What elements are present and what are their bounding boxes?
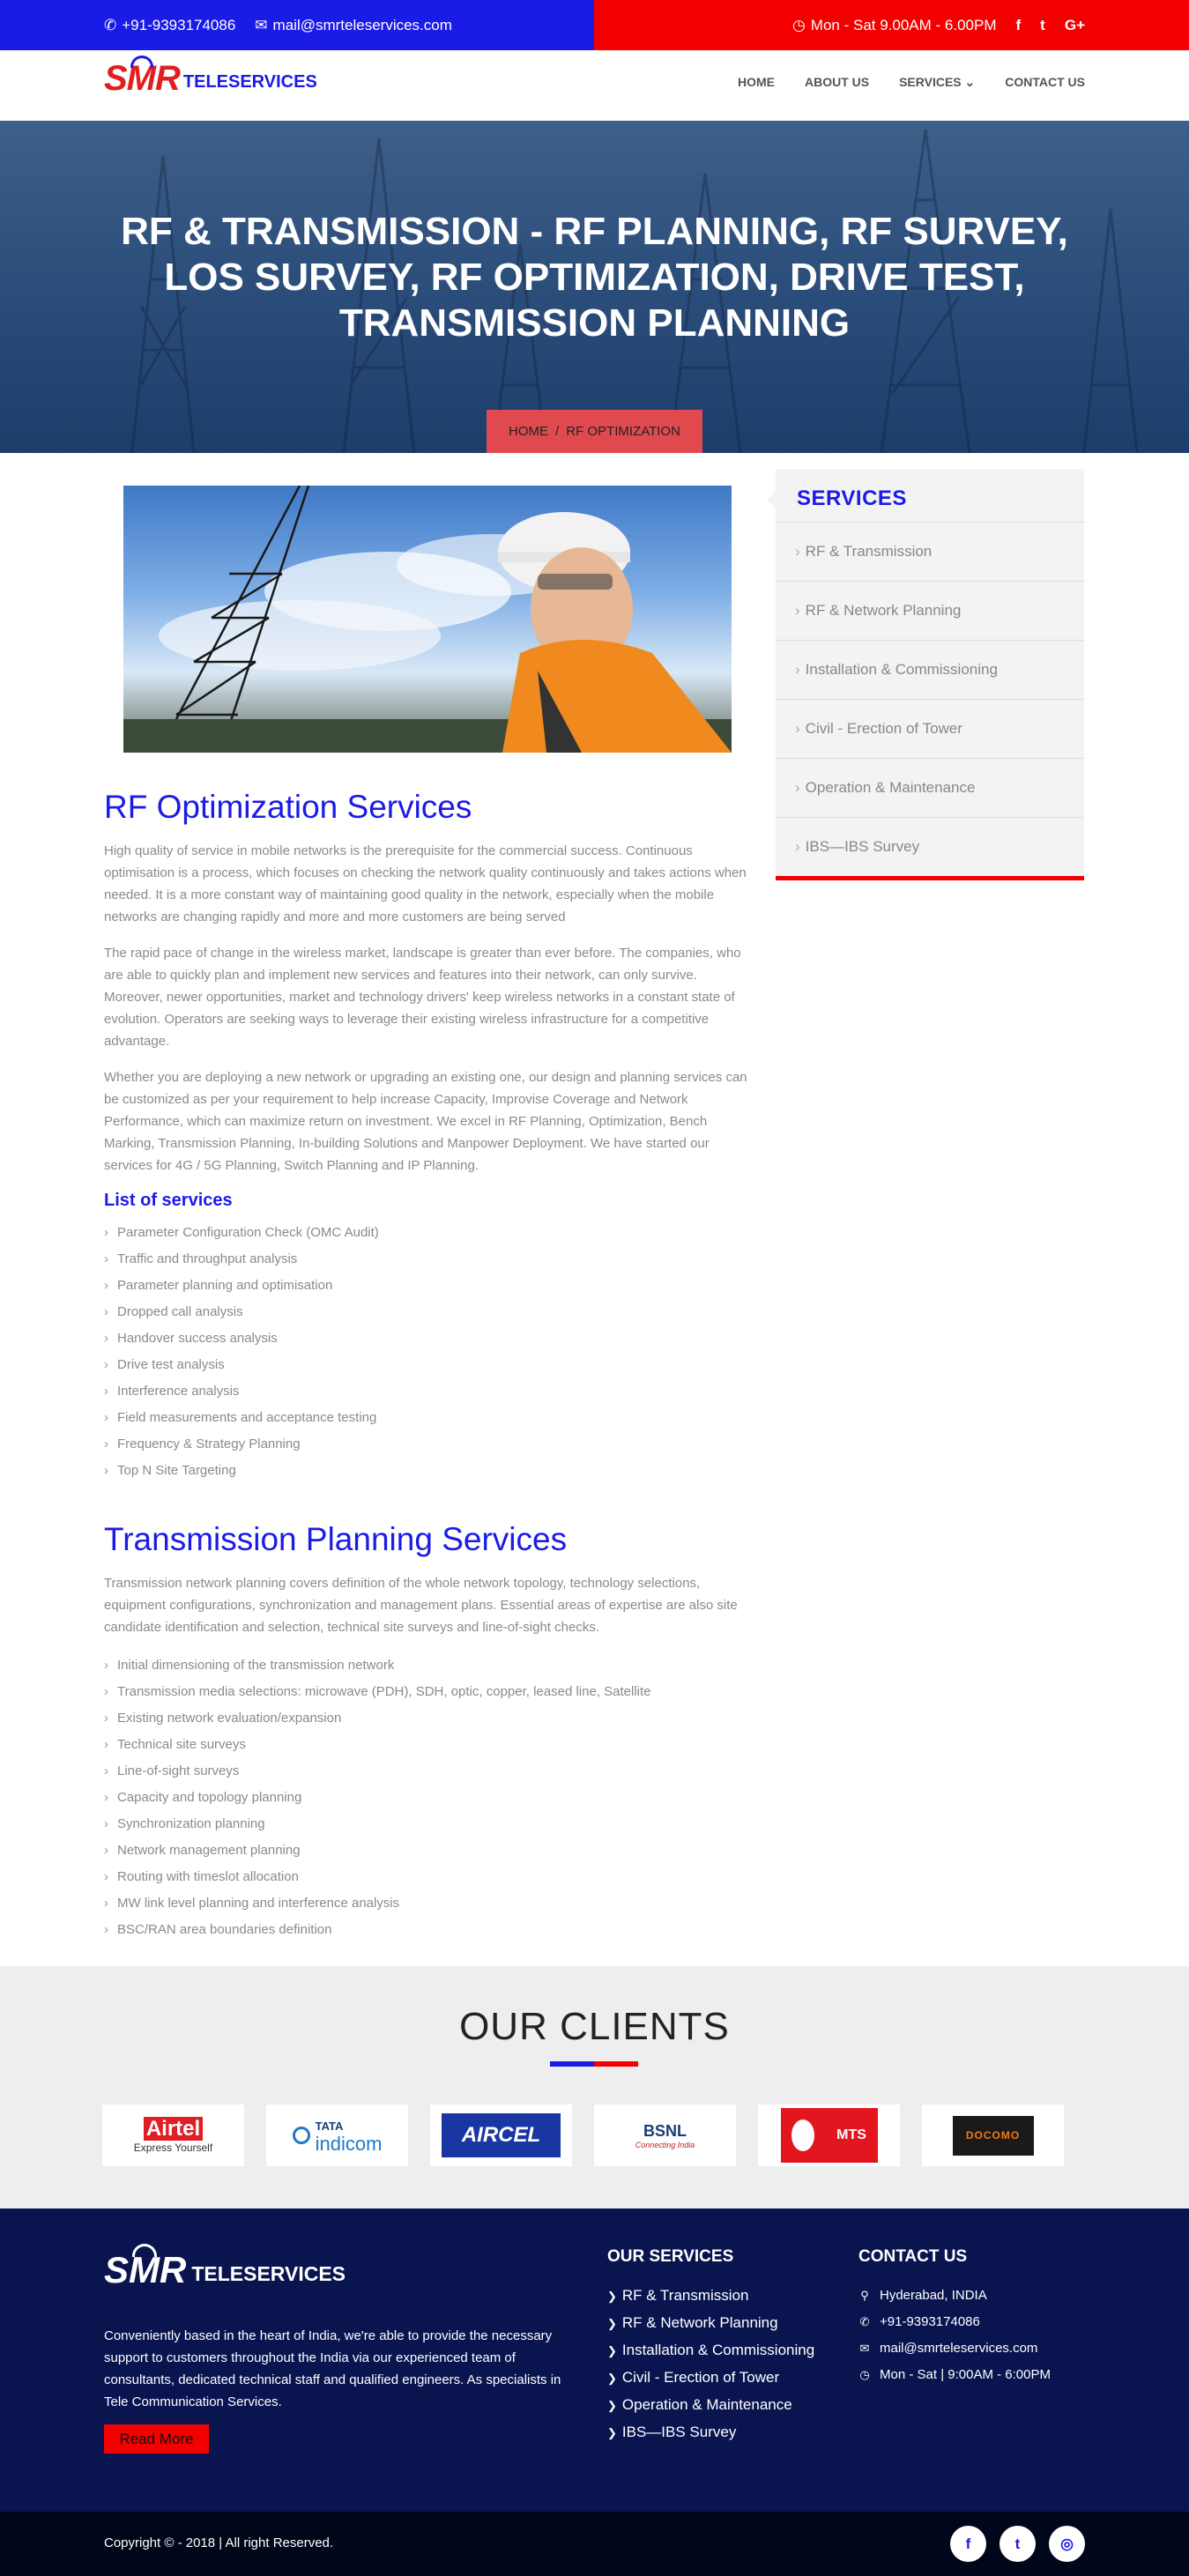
read-more-button[interactable]: Read More [104, 2424, 209, 2454]
top-bar [0, 0, 1189, 50]
list-item: › BSC/RAN area boundaries definition [104, 1917, 747, 1943]
rf-paragraph-1: High quality of service in mobile networks is the prerequisite for the commercial success. Continuous optimisation is a process, which focuses on checking the network quality continuously and takes actions when needed. It is a more constant way of maintaining good quality in the network, especially when the mobile networks are changing rapidly and more and more customers are being served [104, 843, 747, 924]
site-logo[interactable] [104, 61, 317, 96]
airtel-wordmark: Airtel [134, 2117, 212, 2142]
list-item: › MW link level planning and interference analysis [104, 1890, 747, 1917]
footer-service-link[interactable]: ❯ Operation & Maintenance [607, 2392, 814, 2419]
site-header [0, 50, 1189, 121]
bsnl-wordmark: BSNL [643, 2121, 687, 2140]
rf-list-title: List of services [104, 1191, 233, 1210]
facebook-icon[interactable]: f [1015, 16, 1022, 33]
nav-home[interactable]: HOME [737, 75, 775, 89]
mts-wordmark: MTS [836, 2127, 866, 2142]
footer-logo[interactable] [104, 2251, 346, 2290]
engineer-tower-image [123, 486, 732, 753]
mts-egg-icon [791, 2119, 814, 2151]
hero-banner [0, 121, 1189, 453]
footer-location: ⚲ Hyderabad, INDIA [858, 2283, 1051, 2309]
mail-icon: ✉ [255, 16, 268, 33]
main-content [104, 789, 747, 1943]
footer-service-link[interactable]: ❯ Civil - Erection of Tower [607, 2364, 814, 2392]
rf-paragraph-2: The rapid pace of change in the wireless market, landscape is greater than ever before. The companies, who are able to quickly plan and implement new services and features into their network, can only survive. Moreover, newer opportunities, market and technology drivers' keep wireless networks in a constant state of evolution. Operators are seeking ways to leverage their existing wireless infrastructure for a competitive advantage. [104, 946, 741, 1049]
list-item: › Transmission media selections: microwave (PDH), SDH, optic, copper, leased line, Satellite [104, 1679, 747, 1705]
sidebar-title: SERVICES [797, 486, 907, 510]
signal-arc-icon [132, 2244, 157, 2257]
footer-services [607, 2247, 814, 2446]
list-item: › Top N Site Targeting [104, 1458, 747, 1484]
hero-title: RF & TRANSMISSION - RF PLANNING, RF SURVEY, LOS SURVEY, RF OPTIMIZATION, DRIVE TEST, TRANSMISSION PLANNING [121, 210, 1068, 345]
facebook-icon[interactable]: f [950, 2526, 986, 2562]
tata-wordmark: TATA [315, 2119, 344, 2133]
copyright-text: Copyright © - 2018 | All right Reserved. [104, 2535, 334, 2550]
footer-contact [858, 2247, 1051, 2388]
top-email[interactable] [255, 17, 452, 34]
footer-services-title: OUR SERVICES [607, 2247, 734, 2266]
list-item: › Drive test analysis [104, 1352, 747, 1378]
breadcrumb-separator: / [555, 424, 560, 439]
list-item: › Initial dimensioning of the transmission network [104, 1652, 747, 1679]
list-item: › Dropped call analysis [104, 1299, 747, 1325]
sidebar-item-ibs[interactable]: › IBS—IBS Survey [776, 817, 1084, 876]
list-item: › Routing with timeslot allocation [104, 1864, 747, 1890]
logo-smr: SMR [104, 61, 180, 96]
site-footer [0, 2209, 1189, 2512]
footer-social [950, 2526, 1085, 2562]
list-item: › Line-of-sight surveys [104, 1758, 747, 1785]
footer-hours: ◷ Mon - Sat | 9:00AM - 6:00PM [858, 2362, 1051, 2388]
map-marker-icon: ⚲ [860, 2289, 869, 2302]
sidebar-pointer [767, 491, 776, 509]
tx-title: Transmission Planning Services [104, 1521, 568, 1557]
services-sidebar [776, 469, 1084, 880]
tata-icon [293, 2127, 310, 2144]
client-logo-airtel[interactable] [102, 2105, 244, 2166]
google-plus-icon[interactable]: G+ [1064, 16, 1085, 33]
top-phone-text: +91-9393174086 [122, 16, 236, 33]
footer-service-link[interactable]: ❯ RF & Network Planning [607, 2310, 814, 2337]
clock-icon: ◷ [859, 2368, 870, 2381]
mail-icon: ✉ [859, 2342, 870, 2355]
tata-subtitle: indicom [315, 2133, 383, 2155]
main-nav [738, 75, 1085, 90]
sidebar-item-rf-transmission[interactable]: › RF & Transmission [776, 522, 1084, 581]
top-email-text: mail@smrteleservices.com [272, 16, 452, 33]
breadcrumb-current: RF OPTIMIZATION [566, 424, 680, 439]
client-logo-aircel[interactable] [430, 2105, 572, 2166]
rf-title: RF Optimization Services [104, 789, 472, 825]
tx-paragraph-1: Transmission network planning covers definition of the whole network topology, technology selections, equipment configurations, synchronization and management plans. Essential areas of expertise are also site candidate identification and selection, technical site surveys and line-of-sight checks. [104, 1576, 738, 1635]
footer-service-link[interactable]: ❯ RF & Transmission [607, 2283, 814, 2310]
logo-teleservices: TELESERVICES [182, 72, 317, 92]
sidebar-item-operation[interactable]: › Operation & Maintenance [776, 758, 1084, 817]
nav-about[interactable]: ABOUT US [804, 75, 870, 89]
sidebar-item-civil[interactable]: › Civil - Erection of Tower [776, 699, 1084, 758]
client-logo-tata[interactable] [266, 2105, 408, 2166]
top-bar-contact [0, 0, 594, 50]
nav-contact[interactable]: CONTACT US [1005, 75, 1085, 89]
twitter-icon[interactable]: t [1000, 2526, 1036, 2562]
list-item: › Frequency & Strategy Planning [104, 1431, 747, 1458]
copyright-bar [0, 2512, 1189, 2576]
footer-logo-teleservices: TELESERVICES [191, 2262, 346, 2285]
footer-service-link[interactable]: ❯ IBS—IBS Survey [607, 2419, 814, 2446]
clients-section [0, 1966, 1189, 2209]
rf-services-list [104, 1220, 747, 1484]
list-item: › Technical site surveys [104, 1732, 747, 1758]
title-underline [550, 2061, 638, 2067]
client-logo-docomo[interactable] [922, 2105, 1064, 2166]
breadcrumb [487, 410, 702, 453]
signal-arc-icon [130, 56, 153, 68]
footer-logo-smr: SMR [104, 2251, 186, 2290]
footer-contact-title: CONTACT US [858, 2247, 968, 2266]
client-logo-mts[interactable] [758, 2105, 900, 2166]
breadcrumb-home[interactable]: HOME [509, 424, 549, 439]
twitter-icon[interactable]: t [1040, 16, 1045, 33]
footer-email[interactable]: ✉ mail@smrteleservices.com [858, 2335, 1051, 2362]
list-item: › Capacity and topology planning [104, 1785, 747, 1811]
list-item: › Network management planning [104, 1837, 747, 1864]
airtel-tagline: Express Yourself [133, 2142, 213, 2154]
top-bar-hours [594, 0, 1189, 50]
footer-phone[interactable]: ✆ +91-9393174086 [858, 2309, 1051, 2335]
list-item: › Handover success analysis [104, 1325, 747, 1352]
footer-about: Conveniently based in the heart of India, we're able to provide the necessary support to customers throughout the India via our experienced team of consultants, dedicated technical staff and qualified engineers. As specialists in Tele Communication Services. [104, 2328, 561, 2409]
rf-paragraph-3: Whether you are deploying a new network or upgrading an existing one, our design and planning services can be customized as per your requirement to help increase Capacity, Improvise Coverage and Network Performance, which can maximize return on investment. We excel in RF Planning, Optimization, Bench Marking, Transmission Planning, In-building Solutions and Manpower Deployment. We have started our services for 4G / 5G Planning, Switch Planning and IP Planning. [104, 1070, 747, 1173]
list-item: › Parameter planning and optimisation [104, 1273, 747, 1299]
list-item: › Traffic and throughput analysis [104, 1246, 747, 1273]
list-item: › Field measurements and acceptance testing [104, 1405, 747, 1431]
sidebar-item-rf-network-planning[interactable]: › RF & Network Planning [776, 581, 1084, 640]
list-item: › Parameter Configuration Check (OMC Audit) [104, 1220, 747, 1246]
top-phone[interactable] [104, 17, 235, 34]
aircel-wordmark: AIRCEL [442, 2113, 561, 2157]
phone-icon: ✆ [104, 16, 117, 33]
client-logos [102, 2105, 1064, 2166]
clients-title: OUR CLIENTS [459, 2005, 730, 2048]
phone-icon: ✆ [859, 2315, 870, 2328]
list-item: › Existing network evaluation/expansion [104, 1705, 747, 1732]
list-item: › Interference analysis [104, 1378, 747, 1405]
tx-services-list [104, 1652, 747, 1943]
nav-services[interactable]: SERVICES ⌄ [899, 75, 976, 89]
client-logo-bsnl[interactable] [594, 2105, 736, 2166]
sidebar-item-installation[interactable]: › Installation & Commissioning [776, 640, 1084, 699]
bsnl-tagline: Connecting India [635, 2140, 695, 2149]
engineer-tower-illustration [123, 486, 732, 753]
top-hours-text: Mon - Sat 9.00AM - 6.00PM [810, 16, 997, 33]
list-item: › Synchronization planning [104, 1811, 747, 1837]
clock-icon: ◷ [791, 16, 806, 33]
footer-service-link[interactable]: ❯ Installation & Commissioning [607, 2337, 814, 2364]
docomo-wordmark: DOCOMO [953, 2116, 1034, 2156]
dribbble-icon[interactable]: ◎ [1049, 2526, 1085, 2562]
